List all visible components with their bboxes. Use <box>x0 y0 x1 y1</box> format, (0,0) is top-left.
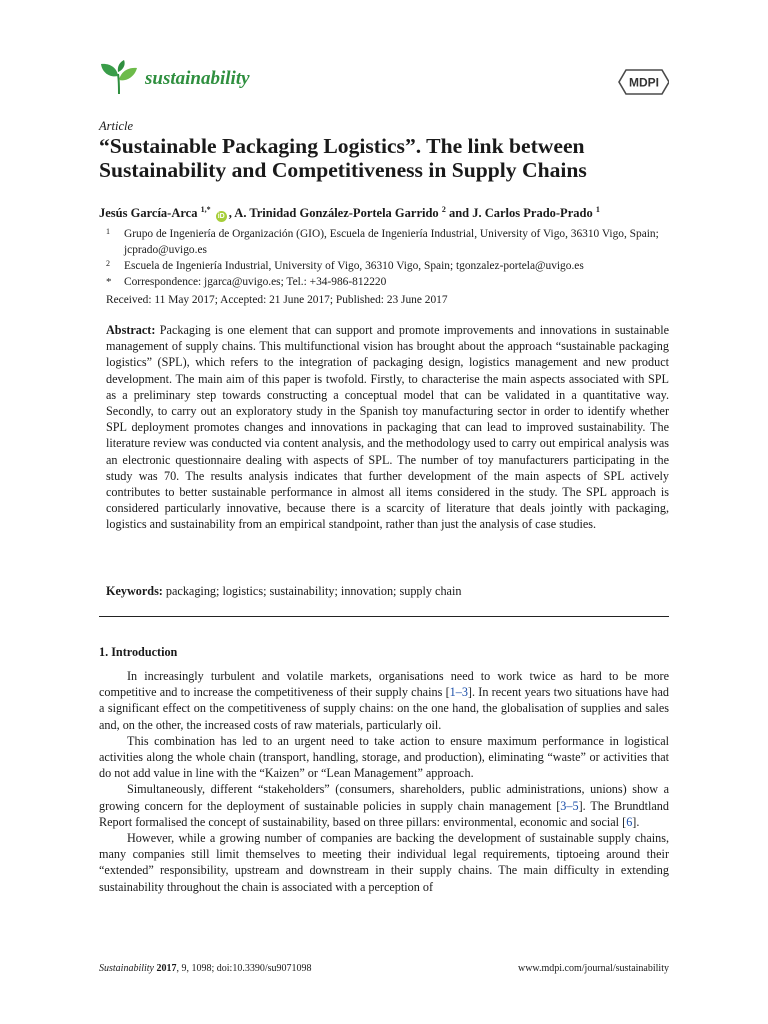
paper-title <box>99 134 679 182</box>
orcid-icon[interactable]: iD <box>217 213 225 220</box>
affiliation-list <box>106 226 676 290</box>
leaf-logo-icon <box>99 60 139 96</box>
affiliation-text: Grupo de Ingeniería de Organización (GIO), Escuela de Ingeniería Industrial, University of Vigo, 36310 Vigo, Spain; jcprado@uvigo.es <box>124 228 659 256</box>
abstract <box>106 322 669 533</box>
author-affil-marker: 2 <box>441 205 446 214</box>
affiliation-item <box>106 258 676 274</box>
paragraph-text: ]. In recent years two situations have had a significant effect on the competitiveness of supply chains: on the one hand, the globalisation of supplies and sales and, on the other, the increased costs of raw materials, particularly oil. <box>99 685 669 732</box>
paragraph-text: In increasingly turbulent and volatile markets, organisations need to work twice as hard to be more competitive and to increase the competitiveness of their supply chains [ <box>99 669 669 700</box>
paragraph: However, while a growing number of companies are backing the development of sustainable supply chains, many companies still limit themselves to meeting their individual legal requirements, tiptoeing around their “extended” responsibility, upstream and downstream in their supply chains. The main difficulty in extending sustainability throughout the chain is associated with a perception of <box>99 831 669 894</box>
section-body <box>99 668 669 895</box>
footer-year: 2017 <box>156 963 177 974</box>
affiliation-item <box>106 226 676 258</box>
publisher-name: MDPI <box>629 75 659 90</box>
author-name: Jesús García-Arca <box>99 206 198 220</box>
paragraph <box>99 781 669 830</box>
keywords-label: Keywords: <box>106 584 163 598</box>
paragraph-text: ]. The Brundtland Report formalised the concept of sustainability, based on three pillars: environmental, economic and social [ <box>99 798 669 829</box>
correspondence-item <box>106 274 676 290</box>
paragraph-text: Simultaneously, different “stakeholders” (consumers, shareholders, public administrations, unions) show a growing concern for the deployment of sustainable policies in supply chain management [ <box>99 782 669 813</box>
author-affil-marker: 1,* <box>200 205 211 214</box>
affiliation-marker: 1 <box>106 227 110 236</box>
citation-link[interactable]: 1–3 <box>449 685 468 700</box>
paragraph-text: ]. <box>632 814 640 829</box>
footer-journal: Sustainability <box>99 963 154 974</box>
author-list: Jesús García-Arca $^{1,*}$ iD , A. Trinidad González-Portela Garrido $^2$ and J. Carlos Prado-Prado $^1$ <box>99 205 600 220</box>
citation-link[interactable]: 3–5 <box>560 798 579 813</box>
affiliation-text: Correspondence: jgarca@uvigo.es; Tel.: +34-986-812220 <box>124 276 387 288</box>
affiliation-marker: 2 <box>106 259 110 268</box>
section-divider <box>99 616 669 617</box>
citation-link[interactable]: 6 <box>626 814 633 829</box>
keywords <box>106 584 461 599</box>
keywords-text: packaging; logistics; sustainability; innovation; supply chain <box>165 584 462 598</box>
conjunction: and <box>448 206 470 220</box>
footer-volume-doi: , 9, 1098; doi:10.3390/su9071098 <box>176 963 312 974</box>
footer-url[interactable]: www.mdpi.com/journal/sustainability <box>517 963 669 974</box>
paragraph: This combination has led to an urgent need to take action to ensure maximum performance in logistical activities along the whole chain (transport, handling, storage, and production), eliminating “waste” or activities that do not add value in line with the “Kaizen” or “Lean Management” approach. <box>99 733 669 781</box>
title-line: “Sustainable Packaging Logistics”. The link between <box>99 134 585 158</box>
paragraph <box>99 668 669 733</box>
affiliation-text: Escuela de Ingeniería Industrial, University of Vigo, 36310 Vigo, Spain; tgonzalez-portela@uvigo.es <box>124 260 584 272</box>
author-name: J. Carlos Prado-Prado <box>472 206 593 220</box>
author-affil-marker: 1 <box>595 205 600 214</box>
abstract-label: Abstract: <box>106 323 156 337</box>
abstract-text: Packaging is one element that can support and promote improvements and innovations in sustainable management of supply chains. This multifunctional vision has brought about the approach “sustainable packaging logistics” (SPL), which refers to the integration of packaging design, logistics management and new product development. The main aim of this paper is twofold. Firstly, to characterise the main aspects associated with SPL as a preliminary step towards constructing a conceptual model that can be validated in a quantitative way. Secondly, to carry out an exploratory study in the Spanish toy manufacturing sector in order to identify whether SPL deployment promotes changes and innovations in packaging that can lead to improved sustainability. The literature review was conducted via content analysis, and the methodology used to carry out empirical analysis was an electronic questionnaire dealing with aspects of SPL. The number of toy manufacturers participating in the study was 70. The results analysis indicates that further development of the main aspects of SPL actively contributes to better sustainable performance in almost all items considered in the study. The SPL approach is considered particularly innovative, because there is a scarcity of literature that deals jointly with packaging, logistics and sustainability from an empirical standpoint, rather than just the analysis of case studies. <box>106 323 669 532</box>
article-type: Article <box>99 119 134 133</box>
author-name: A. Trinidad González-Portela Garrido <box>234 206 439 220</box>
title-line: Sustainability and Competitiveness in Supply Chains <box>99 158 587 182</box>
section-heading: 1. Introduction <box>99 645 178 659</box>
publication-dates: Received: 11 May 2017; Accepted: 21 June 2017; Published: 23 June 2017 <box>106 294 448 306</box>
affiliation-marker: * <box>106 276 112 288</box>
journal-name: sustainability <box>145 68 250 89</box>
footer-citation <box>99 963 312 974</box>
mdpi-logo-icon <box>613 68 669 96</box>
